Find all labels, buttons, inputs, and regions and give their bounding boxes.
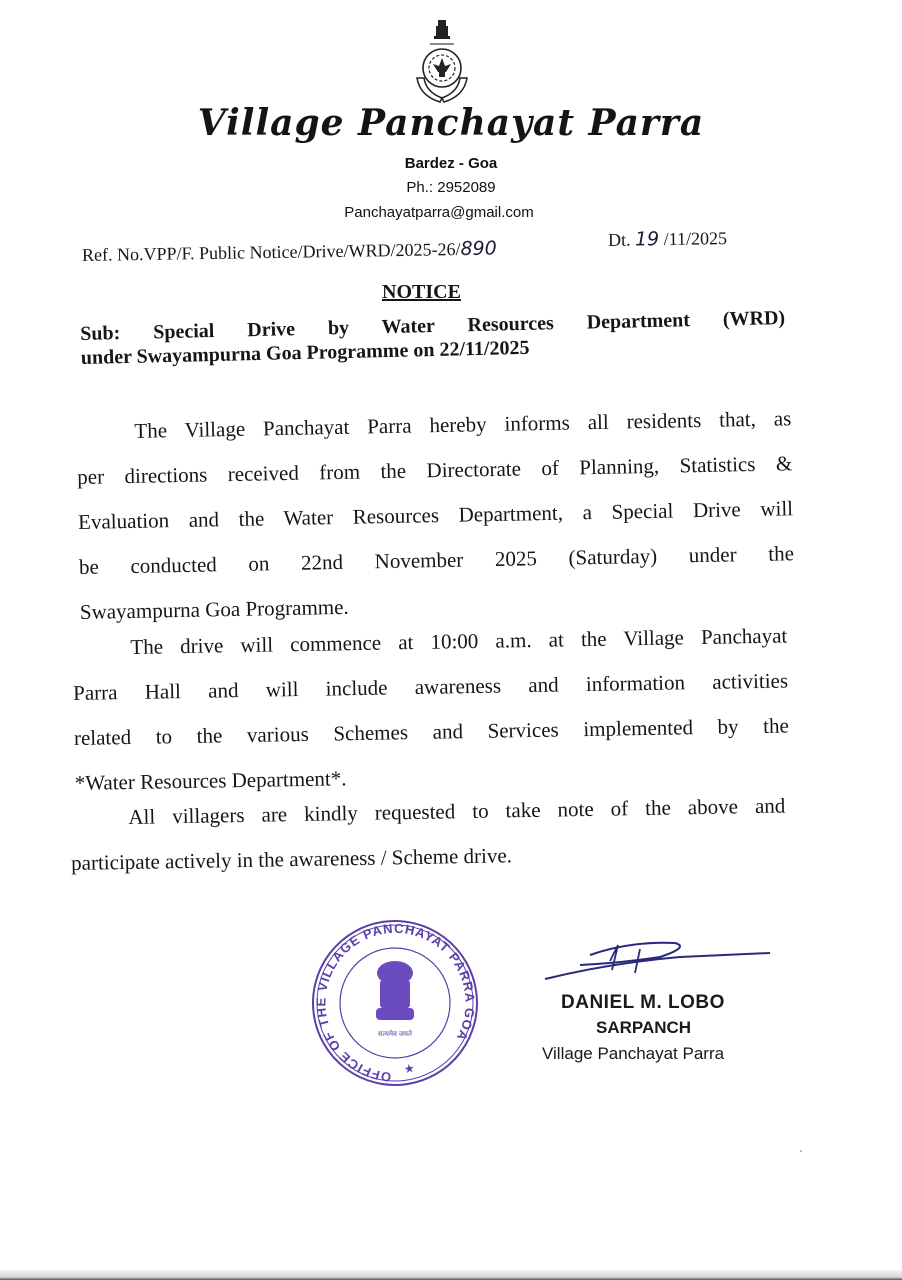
- paragraph-1: [76, 396, 795, 635]
- subject: [80, 306, 786, 370]
- paragraph-line: Swayampurna Goa Programme.: [79, 594, 349, 624]
- subject-line: under Swayampurna Goa Programme on 22/11/2025: [80, 336, 530, 369]
- letterhead-location: Bardez - Goa: [404, 155, 498, 172]
- notice-date: [608, 227, 727, 251]
- signatory-name: DANIEL M. LOBO: [561, 992, 725, 1013]
- date-handwritten-day: 19: [634, 228, 660, 251]
- signatory-organization: Village Panchayat Parra: [542, 1044, 725, 1063]
- letterhead-phone: Ph.: 2952089: [406, 179, 496, 196]
- paragraph-line: Parra Hall and will include awareness and information activities: [72, 668, 789, 705]
- page-edge-shadow: [0, 1270, 902, 1280]
- goa-government-emblem-icon: [412, 20, 472, 110]
- national-emblem-icon: [376, 961, 414, 1020]
- reference-handwritten-number: 890: [460, 237, 497, 261]
- stamp-motto: सत्यमेव जयते: [378, 1030, 412, 1038]
- office-stamp: [300, 918, 490, 1088]
- paragraph-line: be conducted on 22nd November 2025 (Saturday) under the: [78, 541, 795, 579]
- signature: [540, 935, 780, 985]
- paper-speck: [800, 1150, 802, 1152]
- paragraph-line: The drive will commence at 10:00 a.m. at the Village Panchayat: [130, 623, 788, 659]
- paragraph-line: *Water Resources Department*.: [74, 766, 347, 795]
- date-prefix: Dt.: [607, 229, 631, 250]
- letterhead-title-text: Village Panchayat Parra: [197, 102, 705, 144]
- stamp-ring-text: OFFICE OF THE VILLAGE PANCHAYAT PARRA GOA: [313, 920, 478, 1085]
- signatory-designation: SARPANCH: [596, 1018, 692, 1037]
- date-printed: /11/2025: [663, 228, 728, 250]
- paragraph-line: All villagers are kindly requested to take note of the above and: [128, 793, 786, 829]
- paragraph-line: participate actively in the awareness / Scheme drive.: [70, 843, 513, 875]
- paragraph-line: The Village Panchayat Parra hereby informs all residents that, as: [134, 406, 792, 443]
- notice-heading: NOTICE: [382, 281, 461, 303]
- paragraph-2: [72, 614, 790, 806]
- paragraph-line: related to the various Schemes and Services implemented by the: [73, 713, 790, 750]
- star-icon: ★: [402, 1060, 416, 1077]
- letterhead-email: Panchayatparra@gmail.com: [344, 204, 534, 221]
- reference-number: [82, 237, 497, 266]
- paragraph-line: Evaluation and the Water Resources Department, a Special Drive will: [77, 496, 794, 534]
- paragraph-line: per directions received from the Directorate of Planning, Statistics &: [77, 451, 793, 489]
- subject-line: Sub: Special Drive by Water Resources Department (WRD): [80, 307, 786, 345]
- letterhead-title: [0, 102, 902, 144]
- paragraph-3: [70, 784, 786, 886]
- reference-printed: Ref. No.VPP/F. Public Notice/Drive/WRD/2025-26/: [81, 239, 461, 265]
